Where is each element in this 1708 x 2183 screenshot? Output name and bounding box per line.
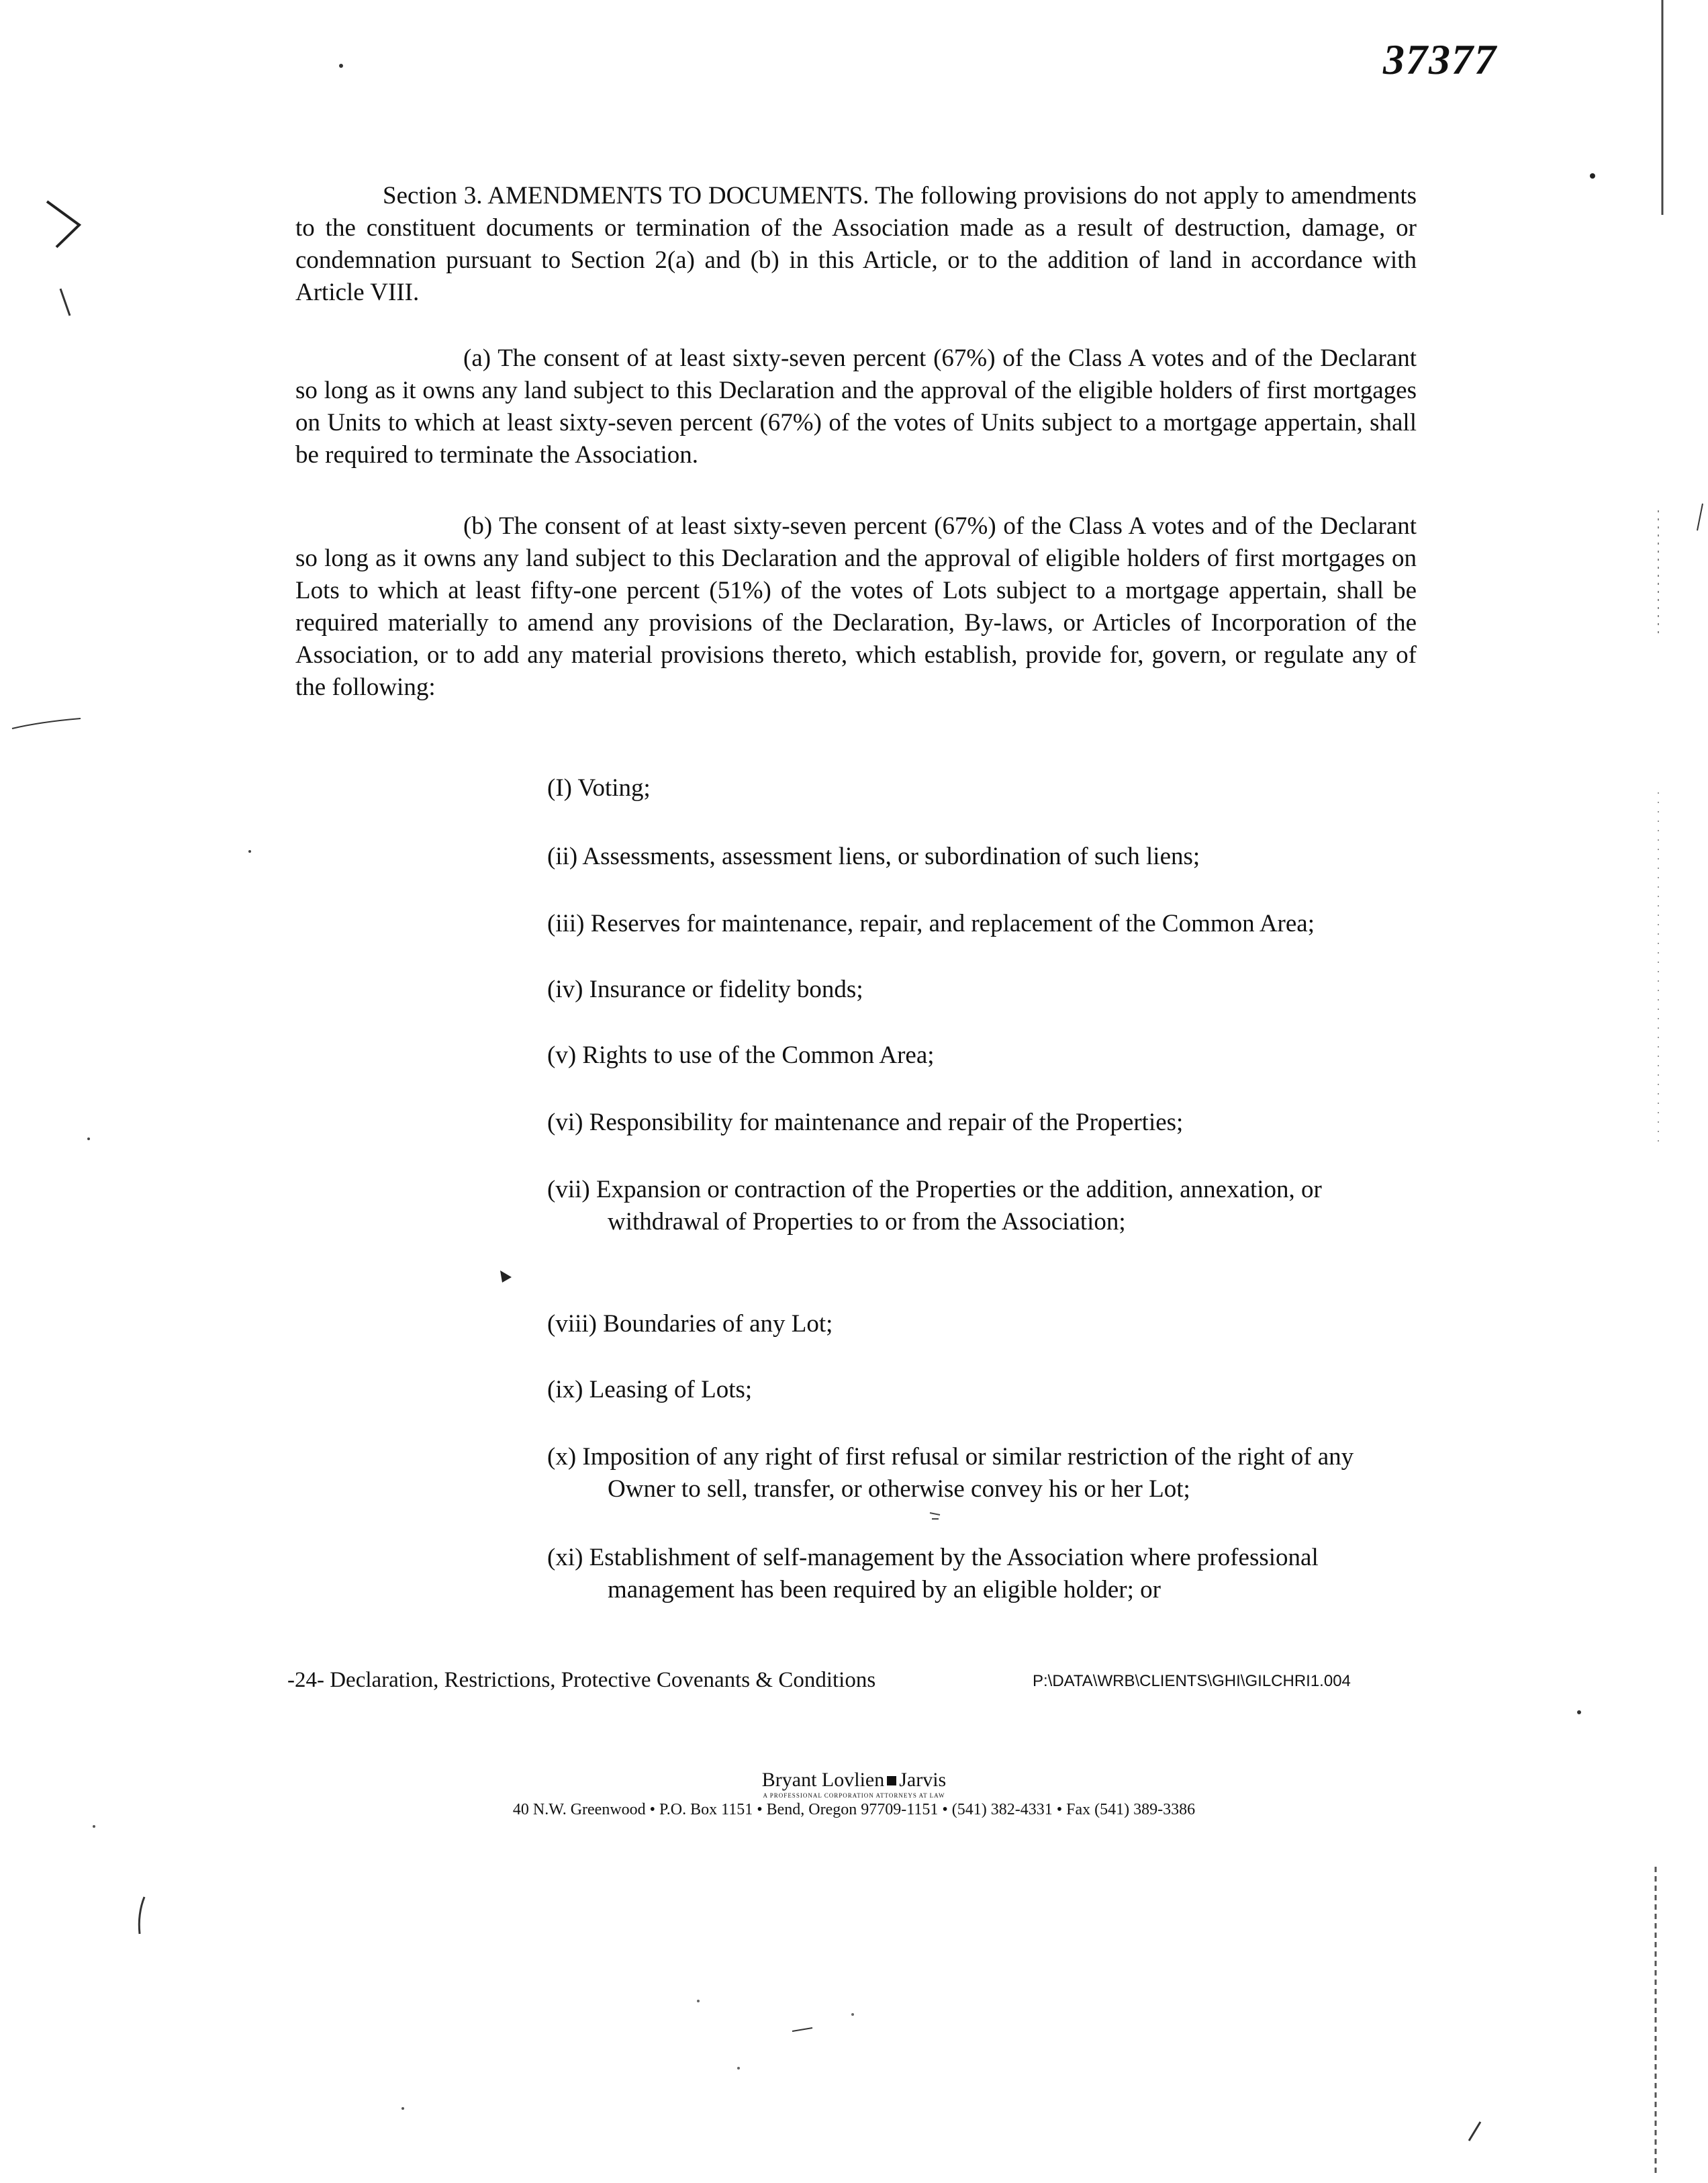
- firm-subtitle: A PROFESSIONAL CORPORATION ATTORNEYS AT LAW: [763, 1792, 945, 1799]
- list-item: (I) Voting;: [547, 774, 651, 802]
- law-firm-letterhead: [0, 1769, 1708, 1820]
- page-number: 37377: [1383, 36, 1497, 83]
- section-3-paragraph: Section 3. AMENDMENTS TO DOCUMENTS. The following provisions do not apply to amendments to the constituent documents or termination of the Association made as a result of destruction, damage, or condemnation pursuant to Section 2(a) and (b) in this Article, or to the addition of land in accordance with Article VIII.: [295, 182, 1417, 306]
- footer-title: -24- Declaration, Restrictions, Protective Covenants & Conditions: [287, 1668, 876, 1692]
- list-item: (xi) Establishment of self-management by the Association where professional management has been required by an eligible holder; or: [547, 1544, 1319, 1604]
- firm-name-part-1: Bryant Lovlien: [761, 1769, 885, 1791]
- list-item: (x) Imposition of any right of first refusal or similar restriction of the right of any Owner to sell, transfer, or otherwise convey his or her Lot;: [547, 1443, 1354, 1503]
- list-item: (v) Rights to use of the Common Area;: [547, 1041, 935, 1069]
- paragraph-a: (a) The consent of at least sixty-seven percent (67%) of the Class A votes and of the Declarant so long as it owns any land subject to this Declaration and the approval of the eligible holders of first mortgages on Units to which at least sixty-seven percent (67%) of the votes of Units subject to a mortgage appertain, shall be required to terminate the Association.: [295, 344, 1417, 469]
- list-item: (iv) Insurance or fidelity bonds;: [547, 976, 863, 1003]
- list-item: (ix) Leasing of Lots;: [547, 1376, 753, 1403]
- list-item: (vi) Responsibility for maintenance and repair of the Properties;: [547, 1109, 1184, 1136]
- list-item: (viii) Boundaries of any Lot;: [547, 1310, 833, 1338]
- firm-name: [0, 1769, 1708, 1792]
- paragraph-b: (b) The consent of at least sixty-seven percent (67%) of the Class A votes and of the Declarant so long as it owns any land subject to this Declaration and the approval of eligible holders of first mortgages on Lots to which at least fifty-one percent (51%) of the votes of Lots subject to a mortgage appertain, shall be required materially to amend any provisions of the Declaration, By-laws, or Articles of Incorporation of the Association, or to add any material provisions thereto, which establish, provide for, govern, or regulate any of the following:: [295, 512, 1417, 701]
- square-bullet-icon: [887, 1776, 896, 1785]
- firm-address: 40 N.W. Greenwood • P.O. Box 1151 • Bend, Oregon 97709-1151 • (541) 382-4331 • Fax (541) 389-3386: [512, 1801, 1196, 1818]
- list-item: (ii) Assessments, assessment liens, or subordination of such liens;: [547, 843, 1200, 870]
- list-item: (iii) Reserves for maintenance, repair, and replacement of the Common Area;: [547, 910, 1315, 937]
- firm-name-part-2: Jarvis: [899, 1769, 947, 1791]
- list-item: (vii) Expansion or contraction of the Properties or the addition, annexation, or withdrawal of Properties to or from the Association;: [547, 1176, 1322, 1236]
- footer-file-path: P:\DATA\WRB\CLIENTS\GHI\GILCHRI1.004: [1033, 1672, 1351, 1690]
